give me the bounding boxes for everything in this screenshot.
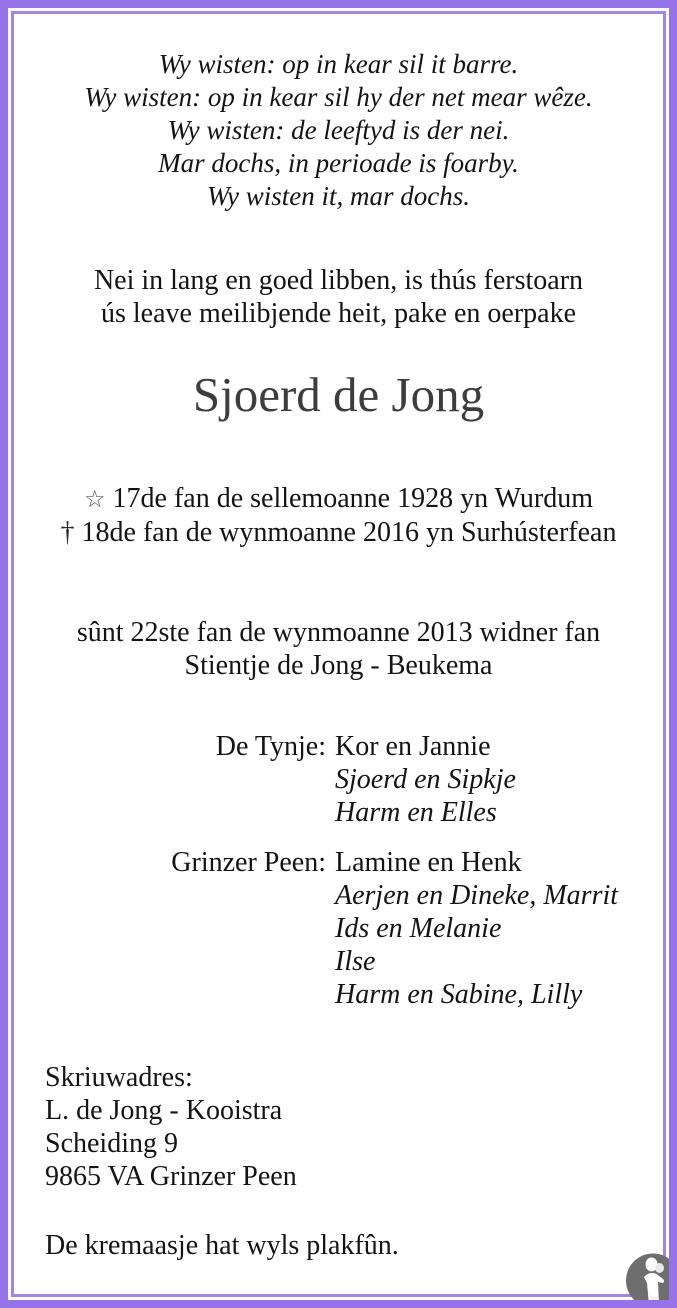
- widower-line: sûnt 22ste fan de wynmoanne 2013 widner fan: [76, 617, 601, 648]
- family-member: Aerjen en Dineke, Marrit: [335, 880, 619, 911]
- family-member: Ids en Melanie: [335, 913, 502, 944]
- widower-line: Stientje de Jong - Beukema: [184, 650, 493, 681]
- obituary-content: [14, 48, 663, 1308]
- death-date-text: 18de fan de wynmoanne 2016 yn Surhústerfean: [81, 517, 617, 548]
- widower-section: [14, 616, 663, 682]
- family-member: Lamine en Henk: [335, 847, 522, 878]
- announcement-line: Nei in lang en goed libben, is thús ferstoarn: [93, 265, 584, 296]
- cremation-notice: De kremaasje hat wyls plakfûn.: [45, 1230, 399, 1261]
- announcement-line: ús leave meilibjende heit, pake en oerpake: [100, 298, 576, 329]
- family-group: [14, 730, 663, 829]
- family-member: Harm en Sabine, Lilly: [335, 979, 583, 1010]
- birth-date-line: [14, 482, 663, 516]
- family-location-label: Grinzer Peen:: [171, 847, 326, 878]
- address-label: Skriuwadres:: [45, 1062, 193, 1093]
- address-line: L. de Jong - Kooistra: [45, 1095, 283, 1126]
- birth-date-text: 17de fan de sellemoanne 1928 yn Wurdum: [112, 483, 593, 514]
- poem-line: Wy wisten: op in kear sil it barre.: [158, 49, 519, 79]
- correspondence-address-section: [45, 1061, 663, 1193]
- family-group: [14, 846, 663, 1011]
- family-member: Ilse: [335, 946, 376, 977]
- family-member: Sjoerd en Sipkje: [335, 764, 516, 795]
- poem-line: Mar dochs, in perioade is foarby.: [158, 148, 519, 178]
- family-members-list: [335, 730, 663, 829]
- memorial-logo-icon: [625, 1253, 677, 1308]
- poem-line: Wy wisten: op in kear sil hy der net mear wêze.: [84, 82, 593, 112]
- poem-section: [14, 48, 663, 213]
- poem-line: Wy wisten: de leeftyd is der nei.: [167, 115, 510, 145]
- inner-border-frame: [11, 11, 666, 1297]
- deceased-name: Sjoerd de Jong: [192, 367, 485, 422]
- family-location-label: De Tynje:: [215, 731, 326, 762]
- address-line: Scheiding 9: [45, 1128, 178, 1159]
- family-member: Harm en Elles: [335, 797, 497, 828]
- poem-line: Wy wisten it, mar dochs.: [207, 181, 470, 211]
- death-date-line: [14, 516, 663, 549]
- address-line: 9865 VA Grinzer Peen: [45, 1161, 297, 1192]
- family-member: Kor en Jannie: [335, 731, 491, 762]
- family-section: [14, 730, 663, 1011]
- life-dates-section: [14, 482, 663, 549]
- birth-star-icon: ☆: [84, 485, 106, 513]
- death-dagger-icon: †: [60, 517, 75, 548]
- announcement-section: [14, 264, 663, 330]
- family-members-list: [335, 846, 663, 1011]
